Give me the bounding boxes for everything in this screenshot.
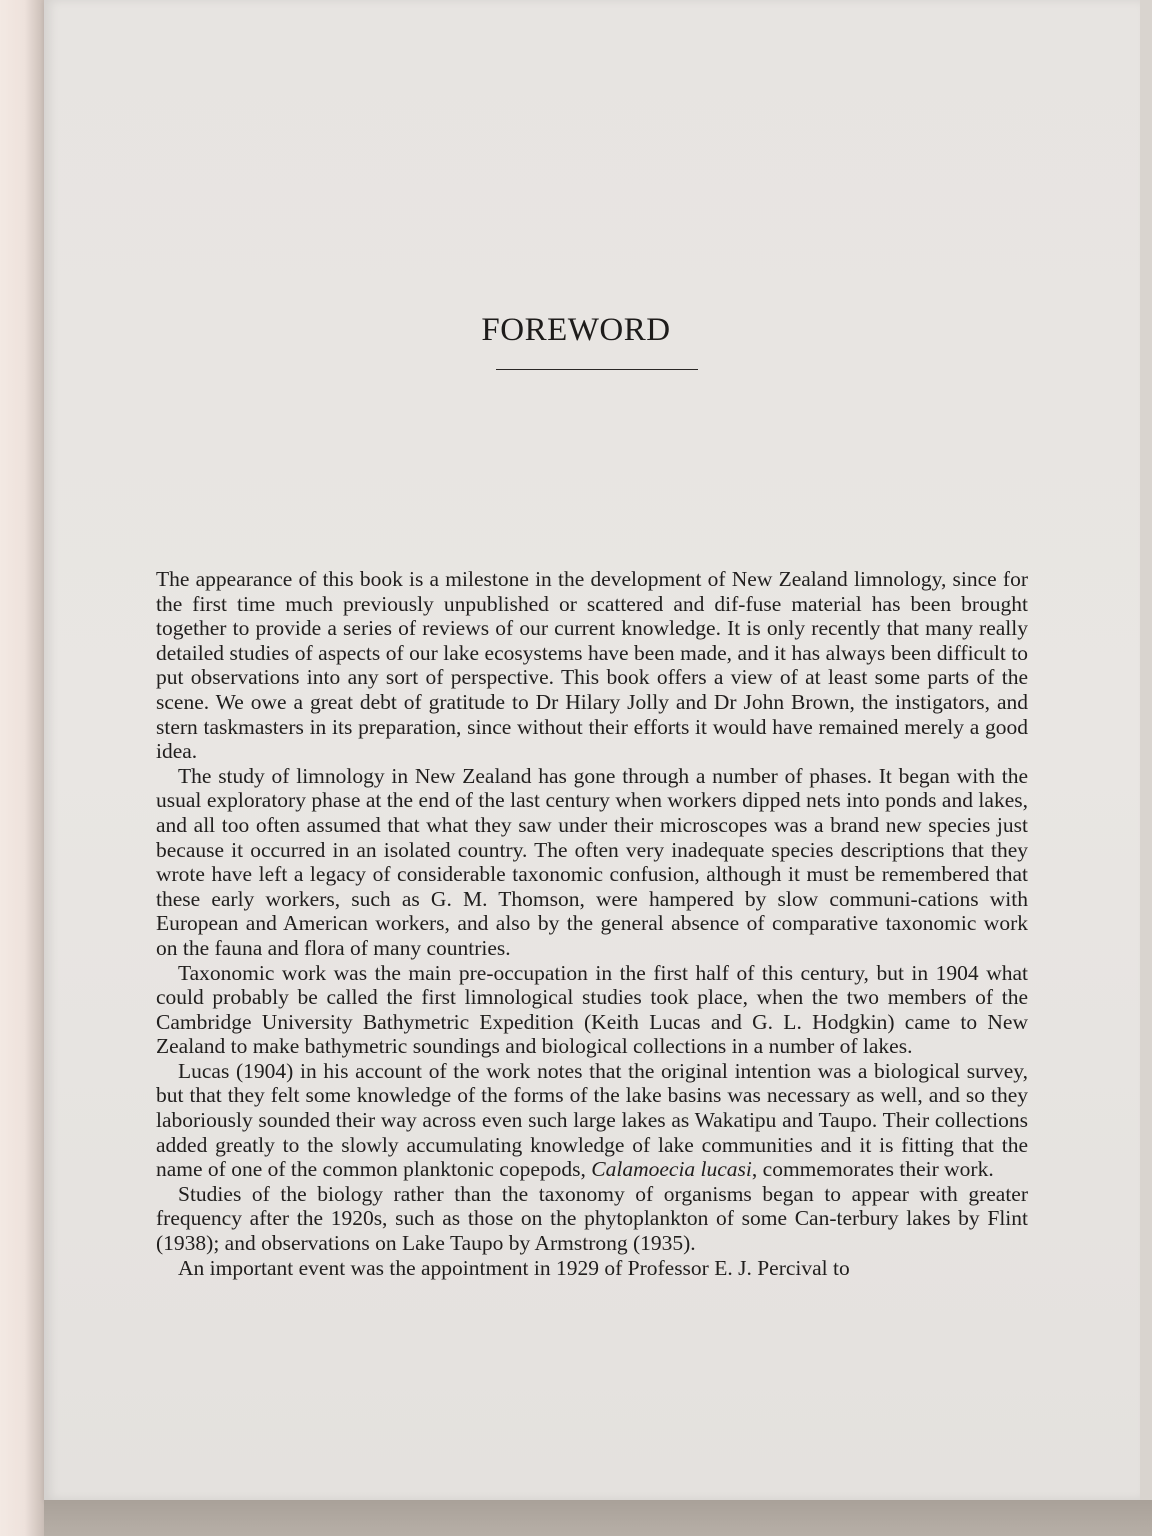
species-name: Calamoecia lucasi	[591, 1157, 752, 1182]
paragraph-1	[156, 567, 1028, 764]
paragraph-3	[156, 961, 1028, 1059]
paragraph-text: , commemorates their work.	[751, 1157, 994, 1182]
paragraph-text: The appearance of this book is a milestone in the development of New Zealand limnology, since for the first time much previously unpublished or scattered and dif-fuse material has been brought together to provide a series of reviews of our current knowledge. It is only recently that many really detailed studies of aspects of our lake ecosystems have been made, and it has always been difficult to put observations into any sort of perspective. This book offers a view of at least some parts of the scene. We owe a great debt of gratitude to Dr Hilary Jolly and Dr John Brown, the instigators, and stern taskmasters in its preparation, since without their efforts it would have remained merely a good idea.	[156, 567, 1028, 764]
paragraph-text: Studies of the biology rather than the taxonomy of organisms began to appear with greater frequency after the 1920s, such as those on the phytoplankton of some Can-terbury lakes by Flint (1938); and observations on Lake Taupo by Armstrong (1935).	[156, 1181, 1028, 1256]
paragraph-4	[156, 1059, 1028, 1182]
bottom-background-strip	[44, 1500, 1152, 1536]
paragraph-5	[156, 1182, 1028, 1256]
page-title: FOREWORD	[481, 312, 671, 348]
title-underline-rule	[496, 369, 698, 370]
right-background-strip	[1140, 0, 1152, 1536]
paragraph-text: Taxonomic work was the main pre-occupation in the first half of this century, but in 1904 what could probably be called the first limnological studies took place, when the two members of the Cambridge University Bathymetric Expedition (Keith Lucas and G. L. Hodgkin) came to New Zealand to make bathymetric soundings and biological collections in a number of lakes.	[156, 960, 1028, 1059]
foreword-body	[156, 567, 1028, 1280]
paragraph-text: Lucas (1904) in his account of the work notes that the original intention was a biological survey, but that they felt some knowledge of the forms of the lake basins was necessary as well, and so they laboriously sounded their way across even such large lakes as Wakatipu and Taupo. Their collections added greatly to the slowly accumulating knowledge of lake communities and it is fitting that the name of one of the common planktonic copepods,	[156, 1058, 1028, 1182]
facing-page-edge	[0, 0, 44, 1536]
paragraph-6	[156, 1256, 1028, 1281]
paragraph-text: The study of limnology in New Zealand has gone through a number of phases. It began with the usual exploratory phase at the end of the last century when workers dipped nets into ponds and lakes, and all too often assumed that what they saw under their microscopes was a brand new species just because it occurred in an isolated country. The often very inadequate species descriptions that they wrote have left a legacy of considerable taxonomic confusion, although it must be remembered that these early workers, such as G. M. Thomson, were hampered by slow communi-cations with European and American workers, and also by the general absence of comparative taxonomic work on the fauna and flora of many countries.	[156, 763, 1028, 960]
paragraph-2	[156, 764, 1028, 961]
paragraph-text: An important event was the appointment in 1929 of Professor E. J. Percival to	[178, 1255, 850, 1280]
